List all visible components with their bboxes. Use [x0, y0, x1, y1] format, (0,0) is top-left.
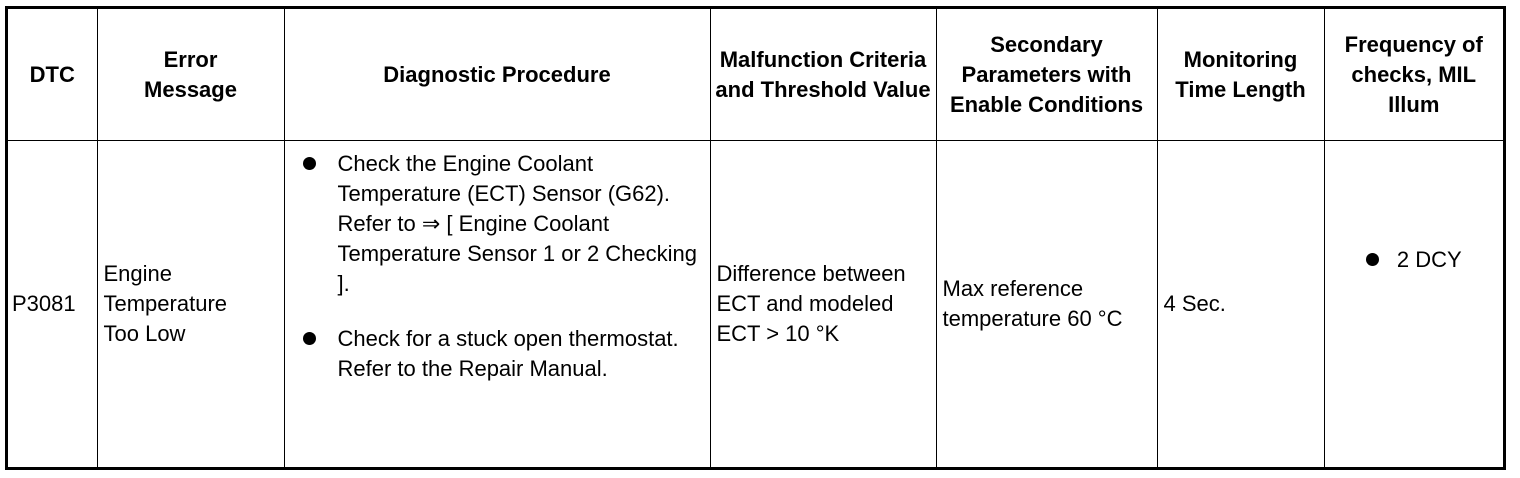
frequency-item	[1366, 245, 1462, 275]
procedure-step-text: Check the Engine Coolant Temperature (ECT) Sensor (G62). Refer to ⇒ [ Engine Coolant Temperature Sensor 1 or 2 Checking ].	[337, 151, 698, 296]
header-frequency: Frequency of checks, MIL Illum	[1324, 9, 1503, 141]
bullet-icon	[303, 157, 316, 170]
bullet-icon	[303, 332, 316, 345]
cell-dtc: P3081	[8, 141, 97, 468]
table-row	[8, 141, 1503, 468]
table-header-row	[8, 9, 1503, 141]
cell-secondary-parameters: Max reference temperature 60 °C	[936, 141, 1157, 468]
cell-malfunction-criteria: Difference between ECT and modeled ECT > 10 °K	[710, 141, 936, 468]
bullet-icon	[1366, 253, 1379, 266]
procedure-step	[303, 149, 700, 299]
header-monitoring-time: Monitoring Time Length	[1157, 9, 1324, 141]
procedure-step-text: Check for a stuck open thermostat. Refer to the Repair Manual.	[337, 326, 679, 381]
cell-error-message: Engine Temperature Too Low	[97, 141, 284, 468]
cell-frequency	[1324, 141, 1503, 468]
dtc-table	[8, 9, 1503, 467]
cell-diagnostic-procedure	[284, 141, 710, 468]
header-diagnostic-procedure: Diagnostic Procedure	[284, 9, 710, 141]
cell-monitoring-time: 4 Sec.	[1157, 141, 1324, 468]
procedure-step	[303, 324, 700, 384]
dtc-table-frame	[5, 6, 1506, 470]
header-malfunction-criteria: Malfunction Criteria and Threshold Value	[710, 9, 936, 141]
header-error-message: Error Message	[97, 9, 284, 141]
frequency-text: 2 DCY	[1396, 246, 1462, 272]
header-secondary-parameters: Secondary Parameters with Enable Conditions	[936, 9, 1157, 141]
header-dtc: DTC	[8, 9, 97, 141]
